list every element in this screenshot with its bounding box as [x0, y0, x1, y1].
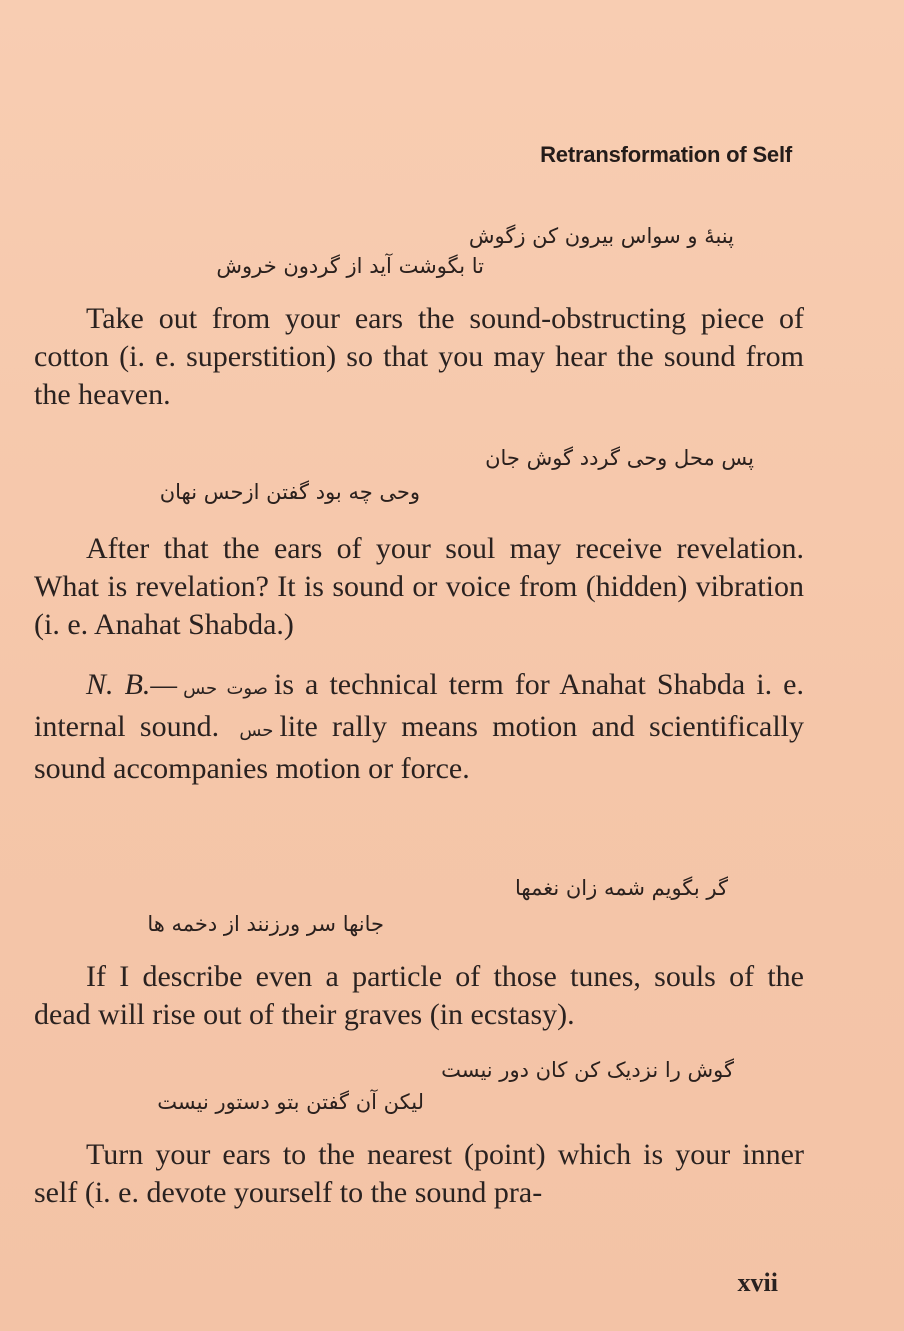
persian-verse-line: پنبهٔ و سواس بیرون کن زگوش	[468, 224, 734, 248]
persian-verse-line: گوش را نزدیک کن کان دور نیست	[441, 1058, 734, 1082]
page-number: xvii	[737, 1268, 778, 1297]
translation-paragraph: After that the ears of your soul may receive revelation. What is revelation? It is sound or voice from (hidden) vibration (i. e. Anahat Shabda.)	[34, 532, 804, 641]
persian-verse-line: تا بگوشت آید از گردون خروش	[216, 254, 484, 278]
persian-verse-line: جانها سر ورزنند از دخمه ها	[147, 912, 384, 936]
persian-term: حس	[239, 720, 274, 741]
note-paragraph: N. B.— صوت حس is a technical term for Anahat Shabda i. e. internal sound. حس lite rally means motion and scientifically sound accompanies motion or force.	[34, 668, 804, 785]
running-head: Retransformation of Self	[540, 142, 792, 167]
translation-paragraph: Take out from your ears the sound-obstructing piece of cotton (i. e. superstition) so that you may hear the sound from the heaven.	[34, 302, 804, 411]
persian-verse-line: وحی چه بود گفتن ازحس نهان	[159, 480, 420, 504]
note-label: N. B.—	[86, 668, 178, 701]
translation-paragraph: If I describe even a particle of those tunes, souls of the dead will rise out of their graves (in ecstasy).	[34, 960, 804, 1031]
persian-verse-line: پس محل وحی گردد گوش جان	[485, 446, 754, 470]
translation-paragraph: Turn your ears to the nearest (point) which is your inner self (i. e. devote yourself to the sound pra-	[34, 1138, 804, 1209]
persian-verse-line: گر بگویم شمه زان نغمها	[515, 876, 728, 900]
persian-verse-line: لیکن آن گفتن بتو دستور نیست	[157, 1090, 424, 1114]
persian-term: صوت حس	[183, 678, 268, 699]
